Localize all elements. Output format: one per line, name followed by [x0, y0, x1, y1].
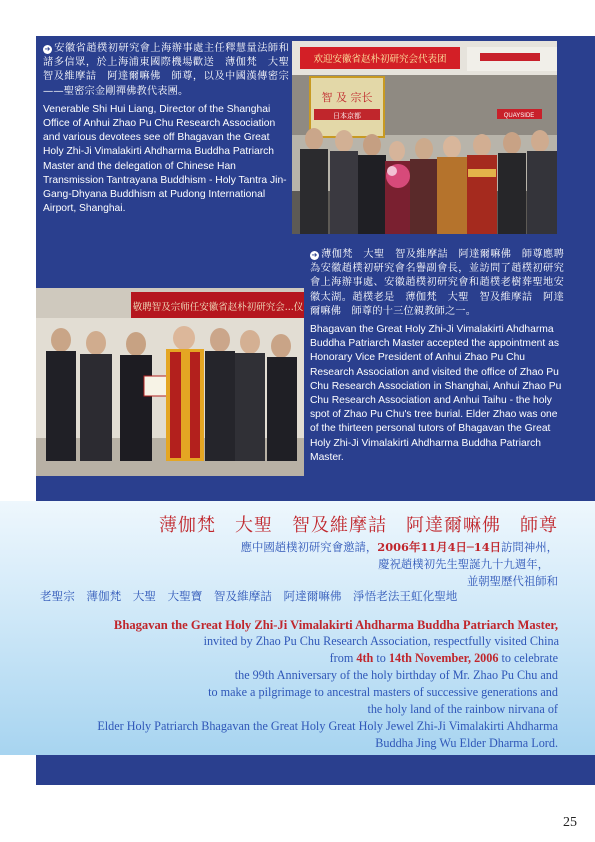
appointment-caption-zh-text: 薄伽梵 大聖 智及維摩詰 阿達爾嘛佛 師尊應聘為安徽趙樸初研究會名譽副會長，並訪問了趙樸初研究會上海辦事處、安徽趙樸初研究會和趙樸老樹葬聖地安徽太湖。趙樸老是 薄伽梵 大聖 智及維摩詰 阿達爾嘛佛 師尊的十三位親教師之一。 [310, 249, 564, 317]
announcement-zh-line2: 慶祝趙樸初先生聖誕九十九週年， [378, 557, 549, 571]
en-line2-c: to celebrate [498, 651, 558, 665]
airport-farewell-photo [292, 41, 557, 234]
announcement-zh-title: 薄伽梵 大聖 智及維摩詰 阿達爾嘛佛 師尊 [159, 515, 558, 536]
announcement-en-line4: to make a pilgrimage to ancestral masters of successive generations and [208, 685, 558, 699]
announcement-en-line1: invited by Zhao Pu Chu Research Association, respectfully visited China [203, 634, 559, 648]
appointment-ceremony-photo [36, 288, 304, 476]
en-line2-end: 14th November, 2006 [388, 651, 499, 665]
airport-caption [43, 42, 300, 216]
page-number: 25 [563, 815, 577, 830]
appointment-ceremony-photo-illustration [36, 288, 304, 476]
en-line2-start: 4th [356, 651, 374, 665]
zh-line1-a: 應中國趙樸初研究會邀請， [240, 540, 378, 554]
appointment-caption-zh [310, 248, 564, 319]
announcement-en-line5: the holy land of the rainbow nirvana of [367, 702, 558, 716]
airport-caption-en: Venerable Shi Hui Liang, Director of the Shanghai Office of Anhui Zhao Pu Chu Research Association and various devotees see off Bhagavan the Great Holy Zhi-Ji Vimalakirti Ahdharma Buddha Patriarch Master and the delegation of Chinese Han Transmission Tantrayana Buddhism - Holy Tantra Jin-Gang-Dhyana Buddhism at Pudong International Airport, Shanghai. [43, 103, 287, 215]
announcement-en-line7: Buddha Jing Wu Elder Dharma Lord. [375, 736, 558, 750]
en-line2-b: to [373, 651, 389, 665]
airport-banner-text: 欢迎安徽省赵朴初研究会代表团 [313, 54, 447, 65]
arrow-bullet-icon: ➜ [311, 251, 318, 259]
announcement-en-line3: the 99th Anniversary of the holy birthday of Mr. Zhao Pu Chu and [234, 668, 558, 682]
footer-blue-strip [36, 755, 595, 785]
announcement-en-line6: Elder Holy Patriarch Bhagavan the Great Holy Great Holy Jewel Zhi-Ji Vimalakirti Ahdharma [97, 719, 558, 733]
zh-line1-date: 2006年11月4日─14日 [377, 540, 502, 554]
announcement-zh-line4: 老聖宗 薄伽梵 大聖 大聖寶 智及維摩詰 阿達爾嘛佛 淨悟老法王虹化聖地 [40, 589, 458, 603]
appointment-caption [310, 248, 564, 465]
ceremony-banner-text: 敬聘智及宗师任安徽省赵朴初研究会...仪 [132, 302, 304, 313]
en-line2-a: from [329, 651, 357, 665]
crowd-figures [300, 128, 557, 234]
announcement-zh-line1 [241, 539, 558, 556]
airport-caption-zh-text: 安徽省趙樸初研究會上海辦事處主任釋慧量法師和諸多信眾，於上海浦東國際機場歡送 薄伽梵 大聖 智及維摩詰 阿達爾嘛佛 師尊，以及中國漢傳密宗——聖密宗金剛禪佛教代表團。 [43, 43, 300, 97]
announcement-zh-line3: 並朝聖歷代祖師和 [466, 574, 558, 588]
airport-sign-text: 智 及 宗长 [321, 91, 373, 104]
airport-farewell-photo-illustration [292, 41, 557, 234]
airport-caption-zh [43, 42, 300, 99]
airport-store-sign: QUAYSIDE [503, 113, 535, 119]
arrow-bullet-icon: ➜ [44, 45, 51, 53]
appointment-caption-en: Bhagavan the Great Holy Zhi-Ji Vimalakirti Ahdharma Buddha Patriarch Master accepted the appointment as Honorary Vice President of Anhui Zhao Pu Chu Research Association and visited the office of Zhao Pu Chu Research Association in Shanghai, Anhui Zhao Pu Chu Research Association and Anhui Taihu - the holy spot of Zhao Pu Chu's tree burial. Elder Zhao was one of the thirteen personal tutors of Bhagavan the Great Holy Zhi-Ji Vimalakirti Ahdharma Buddha Patriarch Master. [310, 324, 562, 463]
zh-line1-b: 訪問神州， [501, 540, 558, 554]
airport-sign-subtext: 日本京都 [333, 112, 361, 120]
announcement-en-line2 [330, 650, 558, 667]
announcement-en-title: Bhagavan the Great Holy Zhi-Ji Vimalakirti Ahdharma Buddha Patriarch Master, [113, 618, 558, 632]
